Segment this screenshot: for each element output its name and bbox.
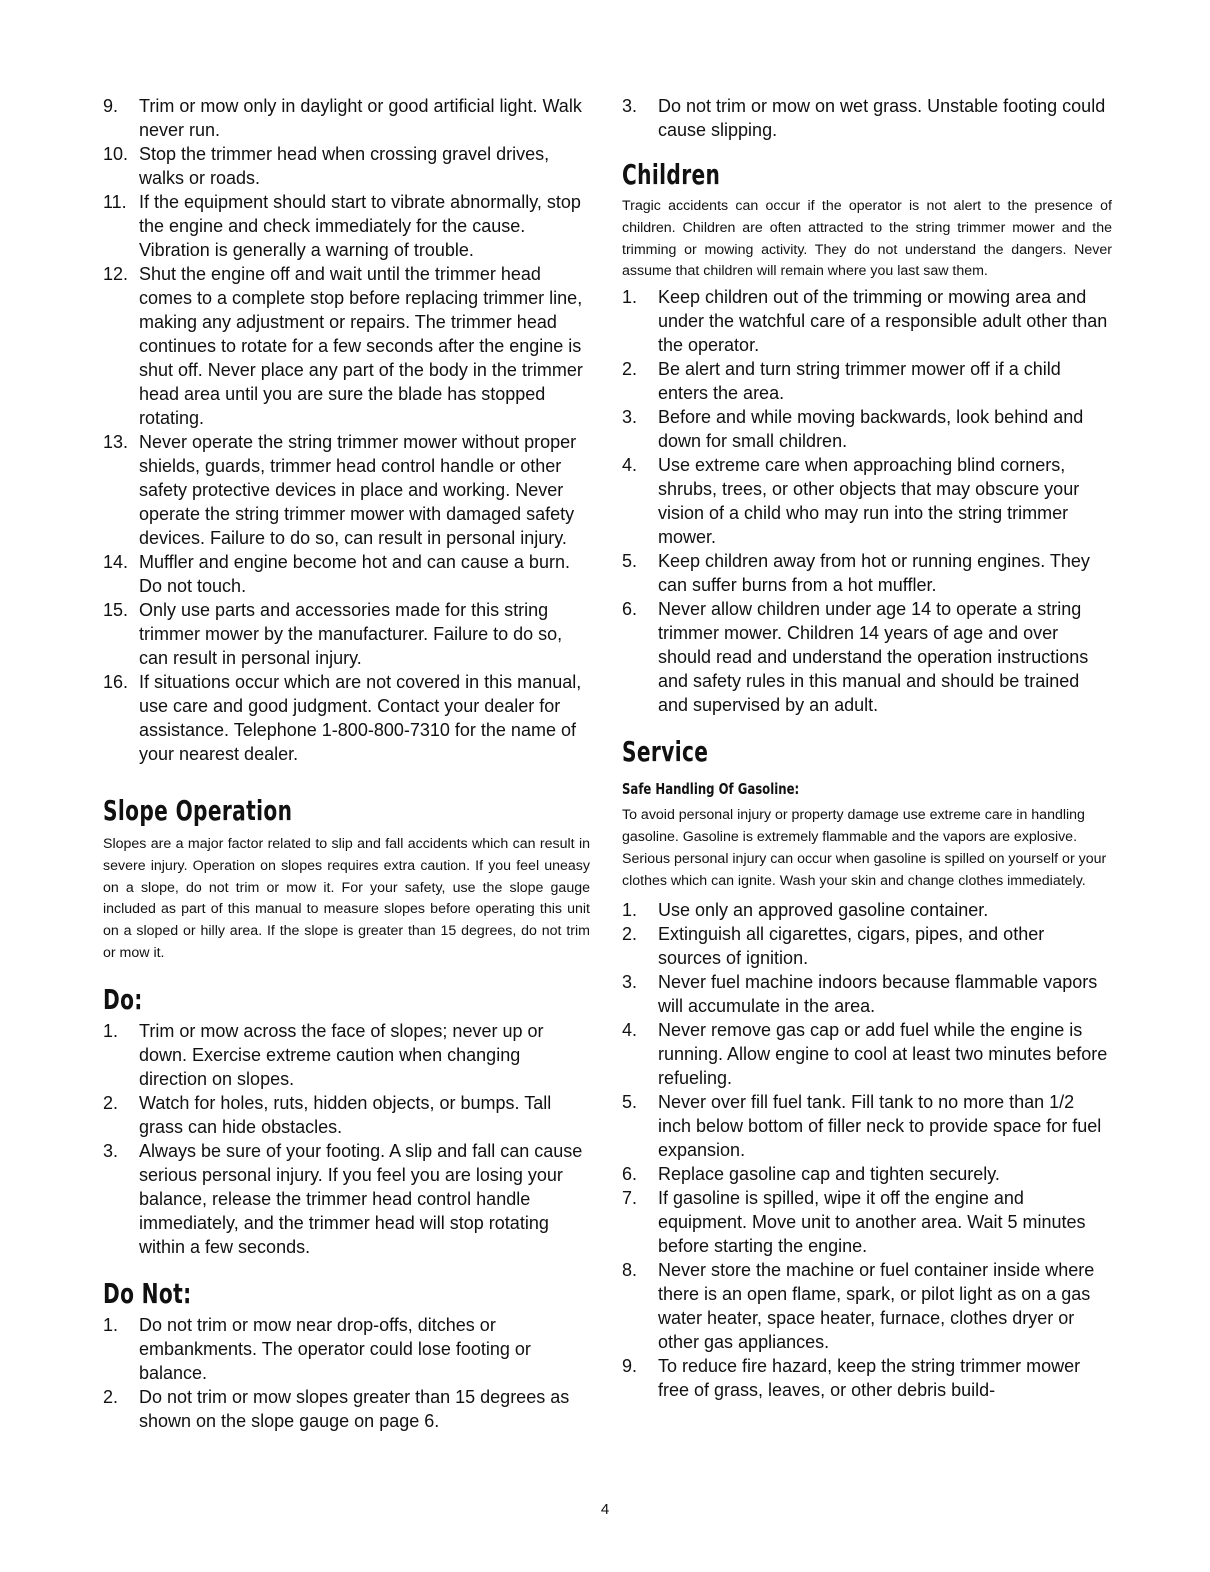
do-not-heading: Do Not: — [103, 1276, 192, 1310]
page-number: 4 — [600, 1501, 610, 1518]
list-item: 10. Stop the trimmer head when crossing gravel drives, walks or roads. — [103, 144, 550, 188]
list-item: 2. Extinguish all cigarettes, cigars, pipes, and other sources of ignition. — [622, 924, 1045, 969]
service-list — [622, 898, 1112, 1402]
list-item: 3. Do not trim or mow on wet grass. Unstable footing could cause slipping. — [622, 96, 1106, 140]
list-item: 6. Never allow children under age 14 to operate a string trimmer mower. Children 14 years of age and over should read and understand the operation instructions and safety rules in this manual and should be trained and supervised by an adult. — [622, 599, 1089, 716]
list-item: 12. Shut the engine off and wait until the trimmer head comes to a complete stop before replacing trimmer line, making any adjustment or repairs. The trimmer head continues to rotate for a few seconds after the engine is shut off. Never place any part of the body in the trimmer head area until you are sure the blade has stopped rotating. — [103, 264, 583, 428]
list-item: 3. Before and while moving backwards, look behind and down for small children. — [622, 407, 1084, 452]
list-item: 5. Never over fill fuel tank. Fill tank to no more than 1/2 inch below bottom of filler neck to provide space for fuel expansion. — [622, 1092, 1102, 1161]
list-item: 13. Never operate the string trimmer mower without proper shields, guards, trimmer head control handle or other safety protective devices in place and working. Never operate the string trimmer mower with damaged safety devices. Failure to do so, can result in personal injury. — [103, 432, 577, 548]
slope-operation-text: Slopes are a major factor related to slip and fall accidents which can result in severe injury. Operation on slopes requires extra caution. If you feel uneasy on a slope, do not trim or mow it. For your safety, use the slope gauge included as part of this manual to measure slopes before operating this unit on a sloped or hilly area. If the slope is greater than 15 degrees, do not trim or mow it. — [103, 836, 590, 961]
service-text: To avoid personal injury or property damage use extreme care in handling gasoline. Gasoline is extremely flammable and the vapors are explosive. Serious personal injury can occur when gasoline is spilled on yourself or your clothes which can ignite. Wash your skin and change clothes immediately. — [622, 807, 1107, 889]
list-item: 6. Replace gasoline cap and tighten securely. — [622, 1164, 1000, 1185]
list-item: 1. Keep children out of the trimming or mowing area and under the watchful care of a responsible adult other than the operator. — [622, 287, 1108, 356]
list-item: 1. Use only an approved gasoline container. — [622, 900, 989, 921]
list-item: 1. Trim or mow across the face of slopes; never up or down. Exercise extreme caution when changing direction on slopes. — [103, 1020, 544, 1089]
right-column — [622, 94, 1112, 1402]
do-not-list-continued — [622, 94, 1112, 142]
children-list — [622, 285, 1112, 717]
list-item: 4. Use extreme care when approaching blind corners, shrubs, trees, or other objects that may obscure your vision of a child who may run into the string trimmer mower. — [622, 455, 1080, 548]
children-heading: Children — [622, 158, 721, 191]
list-item: 3. Always be sure of your footing. A slip and fall can cause serious personal injury. If you feel you are losing your balance, release the trimmer head control handle immediately, and the trimmer head will stop rotating within a few seconds. — [103, 1140, 583, 1257]
service-heading: Service — [622, 735, 709, 769]
list-item: 9. Trim or mow only in daylight or good artificial light. Walk never run. — [103, 96, 582, 140]
list-item: 14. Muffler and engine become hot and can cause a burn. Do not touch. — [103, 552, 570, 596]
safe-handling-subheading: Safe Handling Of Gasoline: — [622, 780, 800, 799]
list-item: 16. If situations occur which are not covered in this manual, use care and good judgment. Contact your dealer for assistance. Telephone 1-800-800-7310 for the name of your nearest dealer. — [103, 672, 582, 764]
list-item: 2. Be alert and turn string trimmer mower off if a child enters the area. — [622, 359, 1061, 404]
list-item: 9. To reduce fire hazard, keep the string trimmer mower free of grass, leaves, or other debris build- — [622, 1356, 1081, 1401]
do-not-list — [103, 1313, 590, 1433]
do-heading: Do: — [103, 982, 143, 1016]
list-item: 2. Watch for holes, ruts, hidden objects, or bumps. Tall grass can hide obstacles. — [103, 1092, 552, 1137]
list-item: 8. Never store the machine or fuel container inside where there is an open flame, spark, or pilot light as on a gas water heater, space heater, furnace, clothes dryer or other gas appliances. — [622, 1260, 1095, 1353]
slope-operation-heading: Slope Operation — [103, 794, 293, 827]
list-item: 2. Do not trim or mow slopes greater than 15 degrees as shown on the slope gauge on page 6. — [103, 1386, 570, 1431]
list-item: 15. Only use parts and accessories made for this string trimmer mower by the manufacturer. Failure to do so, can result in personal injury. — [103, 600, 563, 668]
list-item: 4. Never remove gas cap or add fuel while the engine is running. Allow engine to cool at least two minutes before refueling. — [622, 1020, 1108, 1089]
list-item: 11. If the equipment should start to vibrate abnormally, stop the engine and check immediately for the cause. Vibration is generally a warning of trouble. — [103, 192, 581, 260]
safety-rules-list — [103, 94, 590, 766]
left-column — [103, 94, 590, 1433]
do-list — [103, 1019, 590, 1259]
list-item: 5. Keep children away from hot or running engines. They can suffer burns from a hot muffler. — [622, 551, 1090, 596]
list-item: 7. If gasoline is spilled, wipe it off the engine and equipment. Move unit to another area. Wait 5 minutes before starting the engine. — [622, 1188, 1086, 1257]
list-item: 1. Do not trim or mow near drop-offs, ditches or embankments. The operator could lose footing or balance. — [103, 1314, 531, 1383]
list-item: 3. Never fuel machine indoors because flammable vapors will accumulate in the area. — [622, 972, 1098, 1017]
children-text: Tragic accidents can occur if the operator is not alert to the presence of children. Children are often attracted to the string trimmer mower and the trimming or mowing activity. They do not understand the dangers. Never assume that children will remain where you last saw them. — [622, 198, 1112, 280]
